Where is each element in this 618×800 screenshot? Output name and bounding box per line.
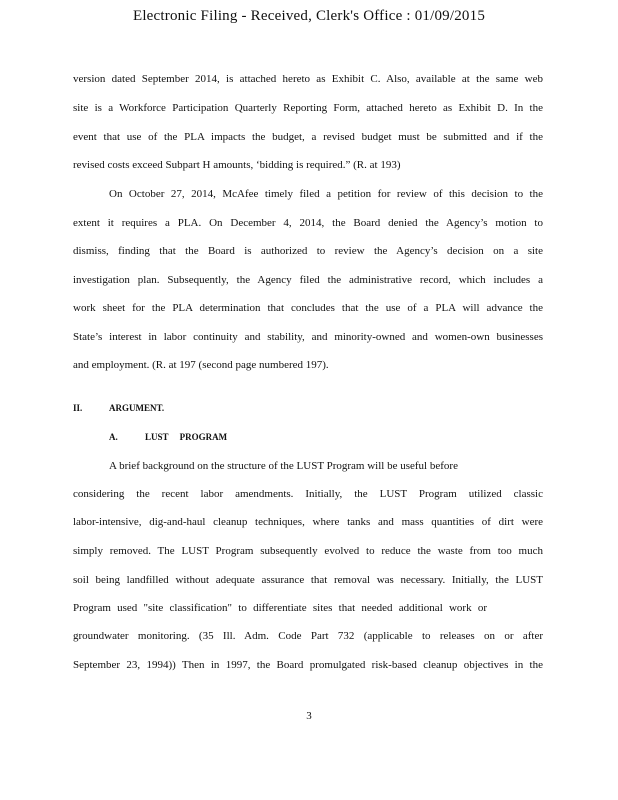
text-line: considering the recent labor amendments. Initially, the LUST Program utilized classic xyxy=(73,488,543,500)
section-number: II. xyxy=(73,403,83,413)
text-line: investigation plan. Subsequently, the Agency filed the administrative record, which includes a xyxy=(73,274,543,286)
text-line: revised costs exceed Subpart H amounts, ‘bidding is required.” (R. at 193) xyxy=(73,159,401,171)
subsection-title: LUST PROGRAM xyxy=(145,432,228,442)
text-line: event that use of the PLA impacts the budget, a revised budget must be submitted and if the xyxy=(73,131,543,143)
text-line: and employment. (R. at 197 (second page numbered 197). xyxy=(73,359,329,371)
text-line: version dated September 2014, is attached hereto as Exhibit C. Also, available at the same web xyxy=(73,73,543,85)
text-line: On October 27, 2014, McAfee timely filed a petition for review of this decision to the xyxy=(109,188,543,200)
page-number: 3 xyxy=(306,710,312,722)
text-line: simply removed. The LUST Program subsequently evolved to reduce the waste from too much xyxy=(73,545,543,557)
text-line: State’s interest in labor continuity and stability, and minority-owned and women-own businesses xyxy=(73,331,543,343)
text-line: groundwater monitoring. (35 Ill. Adm. Code Part 732 (applicable to releases on or after xyxy=(73,630,543,642)
subsection-letter: A. xyxy=(109,432,118,442)
text-line: A brief background on the structure of the LUST Program will be useful before xyxy=(109,460,458,472)
text-line: work sheet for the PLA determination that concludes that the use of a PLA will advance the xyxy=(73,302,543,314)
text-line: extent it requires a PLA. On December 4, 2014, the Board denied the Agency’s motion to xyxy=(73,217,543,229)
text-line: dismiss, finding that the Board is authorized to review the Agency’s decision on a site xyxy=(73,245,543,257)
text-line: site is a Workforce Participation Quarterly Reporting Form, attached hereto as Exhibit D. In the xyxy=(73,102,543,114)
section-title: ARGUMENT. xyxy=(109,403,165,413)
text-line: labor-intensive, dig-and-haul cleanup techniques, where tanks and mass quantities of dirt were xyxy=(73,516,543,528)
text-line: September 23, 1994)) Then in 1997, the Board promulgated risk-based cleanup objectives in the xyxy=(73,659,543,671)
filing-stamp-header: Electronic Filing - Received, Clerk's Office : 01/09/2015 xyxy=(132,8,486,24)
text-line: Program used "site classification" to differentiate sites that needed additional work or xyxy=(73,602,487,614)
text-line: soil being landfilled without adequate assurance that removal was necessary. Initially, the LUST xyxy=(73,574,543,586)
